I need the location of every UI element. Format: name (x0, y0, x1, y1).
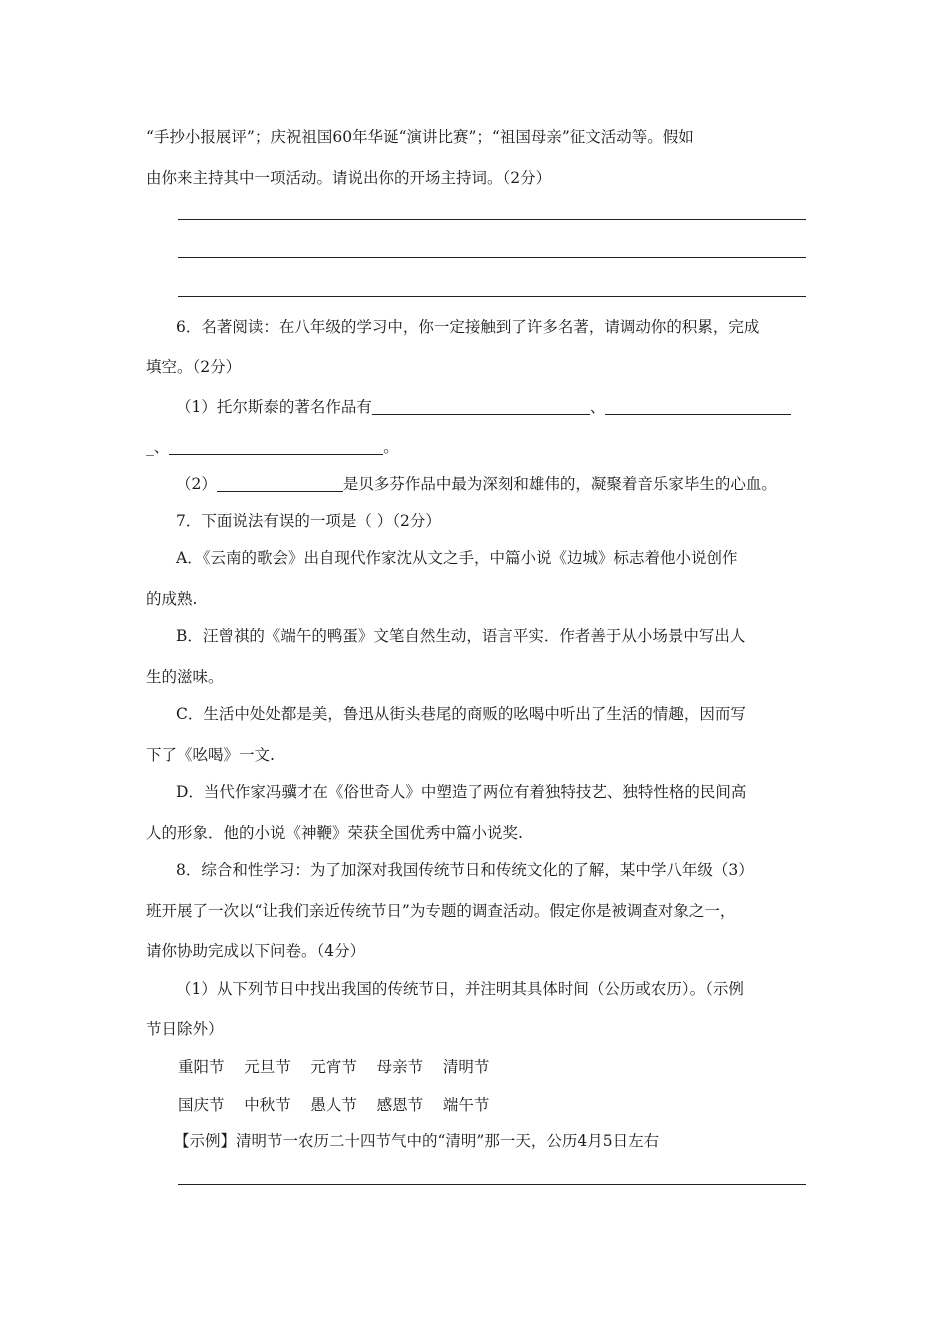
q6-part1-end: 。 (383, 438, 399, 456)
q7-option-c-line-2: 下了《吆喝》一文. (146, 746, 275, 764)
q7-option-d-line-2: 人的形象．他的小说《神鞭》荣获全国优秀中篇小说奖. (146, 824, 523, 842)
festival-list-row-1: 重阳节 元旦节 元宵节 母亲节 清明节 (178, 1058, 490, 1076)
q6-part1 (176, 396, 791, 418)
q8-text-line-3: 请你协助完成以下问卷。（4分） (146, 942, 366, 960)
q6-part2-prefix: （2） (176, 475, 217, 493)
fill-blank[interactable] (169, 438, 383, 455)
q7-option-d-line-1: D．当代作家冯骥才在《俗世奇人》中塑造了两位有着独特技艺、独特性格的民间高 (176, 783, 747, 801)
fill-blank[interactable] (605, 398, 791, 415)
q5-text-line-1: “手抄小报展评”；庆祝祖国60年华诞“演讲比赛”；“祖国母亲”征文活动等。假如 (146, 128, 694, 146)
answer-line[interactable] (178, 257, 806, 258)
q8-part1-line-2: 节日除外） (146, 1020, 224, 1038)
q6-part2-suffix: 是贝多芬作品中最为深刻和雄伟的，凝聚着音乐家毕生的心血。 (342, 475, 777, 493)
fill-blank[interactable] (217, 475, 343, 492)
q6-part1-prefix: （1）托尔斯泰的著名作品有 (176, 398, 372, 416)
q7-option-a-line-1: A．《云南的歌会》出自现代作家沈从文之手，中篇小说《边城》标志着他小说创作 (176, 549, 738, 567)
q7-option-b-line-2: 生的滋味。 (146, 668, 224, 686)
q6-text-line-2: 填空。（2分） (146, 358, 242, 376)
q8-text-line-1: 8．综合和性学习：为了加深对我国传统节日和传统文化的了解，某中学八年级（3） (176, 861, 754, 879)
q7-option-c-line-1: C．生活中处处都是美，鲁迅从街头巷尾的商贩的吆喝中听出了生活的情趣，因而写 (176, 705, 746, 723)
answer-line[interactable] (178, 1184, 806, 1185)
q6-part1-continued (146, 436, 399, 458)
q6-part1-cont-prefix: _、 (146, 438, 170, 456)
fill-blank[interactable] (372, 398, 590, 415)
q8-example: 【示例】清明节一农历二十四节气中的“清明”那一天，公历4月5日左右 (174, 1132, 660, 1150)
q7-option-a-line-2: 的成熟. (146, 590, 198, 608)
q7-stem: 7．下面说法有误的一项是（ ）（2分） (176, 512, 441, 530)
answer-line[interactable] (178, 296, 806, 297)
q5-text-line-2: 由你来主持其中一项活动。请说出你的开场主持词。（2分） (146, 169, 552, 187)
q6-part1-separator: 、 (589, 398, 606, 416)
q6-text-line-1: 6．名著阅读：在八年级的学习中，你一定接触到了许多名著，请调动你的积累，完成 (176, 318, 760, 336)
q7-option-b-line-1: B．汪曾祺的《端午的鸭蛋》文笔自然生动，语言平实．作者善于从小场景中写出人 (176, 627, 746, 645)
answer-line[interactable] (178, 219, 806, 220)
festival-list-row-2: 国庆节 中秋节 愚人节 感恩节 端午节 (178, 1096, 490, 1114)
q8-text-line-2: 班开展了一次以“让我们亲近传统节日”为专题的调查活动。假定你是被调查对象之一， (146, 902, 736, 920)
q8-part1-line-1: （1）从下列节日中找出我国的传统节日，并注明其具体时间（公历或农历）。（示例 (176, 980, 744, 998)
q6-part2 (176, 473, 777, 495)
